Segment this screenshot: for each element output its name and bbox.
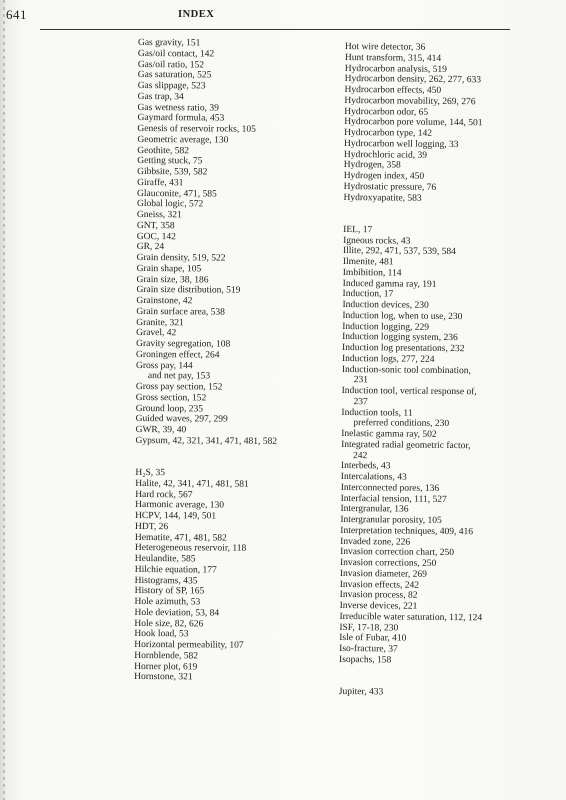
index-entry: Hydrochloric acid, 39 bbox=[343, 149, 428, 161]
index-entry: Induction log presentations, 232 bbox=[342, 342, 465, 355]
index-entry: Induction log, when to use, 230 bbox=[342, 310, 463, 322]
index-entry: Gross pay section, 152 bbox=[135, 381, 223, 393]
index-entry: Hole azimuth, 53 bbox=[134, 596, 201, 608]
index-entry: Interpretation techniques, 409, 416 bbox=[340, 525, 474, 538]
index-entry: Induction logs, 277, 224 bbox=[341, 353, 435, 365]
index-entry: Induction logging, 229 bbox=[342, 321, 430, 333]
index-entry: Interconnected pores, 136 bbox=[340, 482, 440, 494]
index-entry: Gas/oil contact, 142 bbox=[137, 48, 215, 60]
index-entry: Hydroxyapatite, 583 bbox=[343, 192, 422, 204]
index-entry: History of SP, 165 bbox=[134, 586, 205, 597]
section-gap bbox=[135, 446, 277, 458]
index-entry: Grain shape, 105 bbox=[136, 263, 202, 275]
index-entry: Grain density, 519, 522 bbox=[136, 252, 226, 264]
index-entry: Grain surface area, 538 bbox=[136, 306, 225, 318]
index-entry: Horner plot, 619 bbox=[134, 661, 198, 672]
index-entry: Hydrocarbon pore volume, 144, 501 bbox=[344, 117, 483, 129]
index-entry: Grain size distribution, 519 bbox=[136, 285, 241, 296]
index-entry: HDT, 26 bbox=[134, 521, 169, 532]
index-entry: Intergranular, 136 bbox=[340, 504, 409, 515]
index-entry: Hole size, 82, 626 bbox=[134, 618, 204, 629]
binding-edge bbox=[3, 0, 5, 800]
index-entry: IEL, 17 bbox=[343, 224, 373, 236]
index-entry: Ilmenite, 481 bbox=[342, 256, 394, 268]
index-entry: Gibbsite, 539, 582 bbox=[137, 166, 208, 178]
index-entry: Intercalations, 43 bbox=[340, 471, 407, 483]
index-entry: Irreducible water saturation, 112, 124 bbox=[339, 611, 483, 624]
index-column-left bbox=[134, 38, 279, 684]
index-entry: Harmonic average, 130 bbox=[135, 500, 225, 511]
index-entry: Hydrocarbon density, 262, 277, 633 bbox=[344, 74, 482, 86]
index-entry: Invasion diameter, 269 bbox=[339, 568, 427, 580]
index-entry: H₂S, 35 bbox=[135, 467, 166, 479]
index-entry: Iso-fracture, 37 bbox=[339, 643, 398, 655]
index-entry: Gas saturation, 525 bbox=[137, 70, 212, 81]
index-entry: Induction tool, vertical response of, bbox=[341, 385, 477, 398]
index-entry: Hydrocarbon analysis, 519 bbox=[344, 63, 447, 75]
index-entry: GR, 24 bbox=[136, 242, 165, 253]
index-entry: Hornblende, 582 bbox=[134, 650, 199, 662]
index-entry: Jupiter, 433 bbox=[338, 686, 384, 698]
page-header bbox=[0, 6, 566, 26]
index-entry: Induction tools, 11 bbox=[341, 407, 413, 419]
index-entry: Interfacial tension, 111, 527 bbox=[340, 493, 447, 505]
index-entry: Getting stuck, 75 bbox=[137, 156, 203, 167]
index-entry: Global logic, 572 bbox=[136, 199, 204, 210]
index-entry: Induction logging system, 236 bbox=[342, 332, 458, 344]
index-entry: Invasion effects, 242 bbox=[339, 579, 420, 591]
index-entry: Gross pay, 144 bbox=[135, 360, 193, 371]
header-rule bbox=[40, 29, 510, 30]
index-entry: Gas slippage, 523 bbox=[137, 80, 206, 92]
index-entry: Hole deviation, 53, 84 bbox=[134, 607, 220, 619]
index-entry: Geothite, 582 bbox=[137, 145, 190, 156]
index-entry: Illite, 292, 471, 537, 539, 584 bbox=[342, 246, 456, 258]
index-entry: GNT, 358 bbox=[136, 220, 175, 231]
index-entry: Induced gamma ray, 191 bbox=[342, 278, 437, 290]
index-entry: Hunt transform, 315, 414 bbox=[344, 52, 442, 64]
index-entry: Hydrocarbon movability, 269, 276 bbox=[344, 95, 476, 108]
index-column-right bbox=[339, 42, 488, 699]
index-entry: Interbeds, 43 bbox=[340, 461, 391, 472]
index-entry: Induction-sonic tool combination, bbox=[341, 364, 471, 376]
index-entry: Geometric average, 130 bbox=[137, 134, 229, 146]
index-entry: Intergranular porosity, 105 bbox=[340, 514, 442, 526]
index-entry: Glauconite, 471, 585 bbox=[137, 188, 217, 199]
index-entry: Horizontal permeability, 107 bbox=[134, 639, 244, 651]
page-number: 641 bbox=[6, 7, 27, 22]
index-entry: HCPV, 144, 149, 501 bbox=[135, 510, 217, 522]
index-entry: Hydrogen, 358 bbox=[343, 160, 401, 171]
index-entry: Gross section, 152 bbox=[135, 392, 207, 404]
index-entry: Inverse devices, 221 bbox=[339, 600, 418, 612]
index-entry: Hard rock, 567 bbox=[135, 489, 193, 500]
index-entry: Ground loop, 235 bbox=[135, 403, 204, 414]
index-subentry: 231 bbox=[353, 375, 369, 386]
index-entry: Gaymard formula, 453 bbox=[137, 113, 225, 124]
index-entry: Gas wetness ratio, 39 bbox=[137, 102, 219, 113]
index-entry: Igneous rocks, 43 bbox=[343, 235, 411, 247]
index-entry: Invasion process, 82 bbox=[339, 590, 418, 601]
index-entry: Halite, 42, 341, 471, 481, 581 bbox=[135, 478, 249, 490]
index-entry: Hilchie equation, 177 bbox=[134, 564, 217, 576]
index-entry: Hematite, 471, 481, 582 bbox=[134, 532, 227, 544]
index-entry: Hydrocarbon well logging, 33 bbox=[343, 138, 459, 150]
index-entry: Hook load, 53 bbox=[134, 629, 189, 640]
index-entry: Hot wire detector, 36 bbox=[344, 42, 426, 53]
index-entry: Genesis of reservoir rocks, 105 bbox=[137, 123, 256, 135]
index-entry: Isopachs, 158 bbox=[339, 654, 392, 666]
index-entry: Groningen effect, 264 bbox=[136, 349, 220, 361]
index-entry: Hydrostatic pressure, 76 bbox=[343, 181, 437, 193]
section-gap bbox=[135, 457, 277, 469]
index-entry: GOC, 142 bbox=[136, 231, 176, 242]
index-entry: Heulandite, 585 bbox=[134, 553, 196, 565]
index-entry: Isle of Fubar, 410 bbox=[339, 633, 407, 644]
index-entry: Invasion correction chart, 250 bbox=[340, 547, 455, 559]
index-entry: Granite, 321 bbox=[136, 317, 184, 328]
index-entry: Invaded zone, 226 bbox=[340, 536, 411, 548]
index-entry: Inelastic gamma ray, 502 bbox=[341, 428, 437, 440]
index-subentry: 242 bbox=[352, 450, 368, 461]
index-entry: Hydrogen index, 450 bbox=[343, 170, 425, 182]
index-entry: Histograms, 435 bbox=[134, 575, 198, 586]
index-entry: Gas gravity, 151 bbox=[137, 38, 201, 49]
index-entry: ISF, 17-18, 230 bbox=[339, 622, 399, 634]
index-entry: Hydrocarbon type, 142 bbox=[344, 127, 433, 139]
index-entry: Gravel, 42 bbox=[136, 328, 177, 339]
index-entry: Hornstone, 321 bbox=[134, 672, 193, 683]
index-entry: Induction, 17 bbox=[342, 289, 394, 300]
index-entry: Gneiss, 321 bbox=[136, 209, 182, 221]
index-entry: Giraffe, 431 bbox=[137, 177, 184, 189]
index-entry: Invasion corrections, 250 bbox=[339, 557, 437, 569]
index-entry: GWR, 39, 40 bbox=[135, 424, 187, 436]
index-entry: Integrated radial geometric factor, bbox=[341, 439, 471, 451]
index-entry: Guided waves, 297, 299 bbox=[135, 414, 228, 425]
index-entry: Gas trap, 34 bbox=[137, 91, 184, 103]
index-entry: Gravity segregation, 108 bbox=[136, 338, 231, 350]
index-entry: Grainstone, 42 bbox=[136, 295, 193, 307]
running-head: INDEX bbox=[178, 9, 215, 20]
index-subentry: 237 bbox=[353, 396, 368, 407]
index-subentry: and net pay, 153 bbox=[147, 371, 211, 382]
index-entry: Gas/oil ratio, 152 bbox=[137, 59, 205, 70]
index-entry: Imbibition, 114 bbox=[342, 267, 402, 279]
index-entry: Heterogeneous reservoir, 118 bbox=[134, 543, 247, 554]
index-entry: Grain size, 38, 186 bbox=[136, 274, 209, 285]
index-entry: Hydrocarbon odor, 65 bbox=[344, 106, 429, 118]
index-entry: Hydrocarbon effects, 450 bbox=[344, 84, 442, 96]
index-subentry: preferred conditions, 230 bbox=[353, 418, 450, 430]
index-entry: Gypsum, 42, 321, 341, 471, 481, 582 bbox=[135, 435, 278, 447]
index-entry: Induction devices, 230 bbox=[342, 299, 429, 311]
